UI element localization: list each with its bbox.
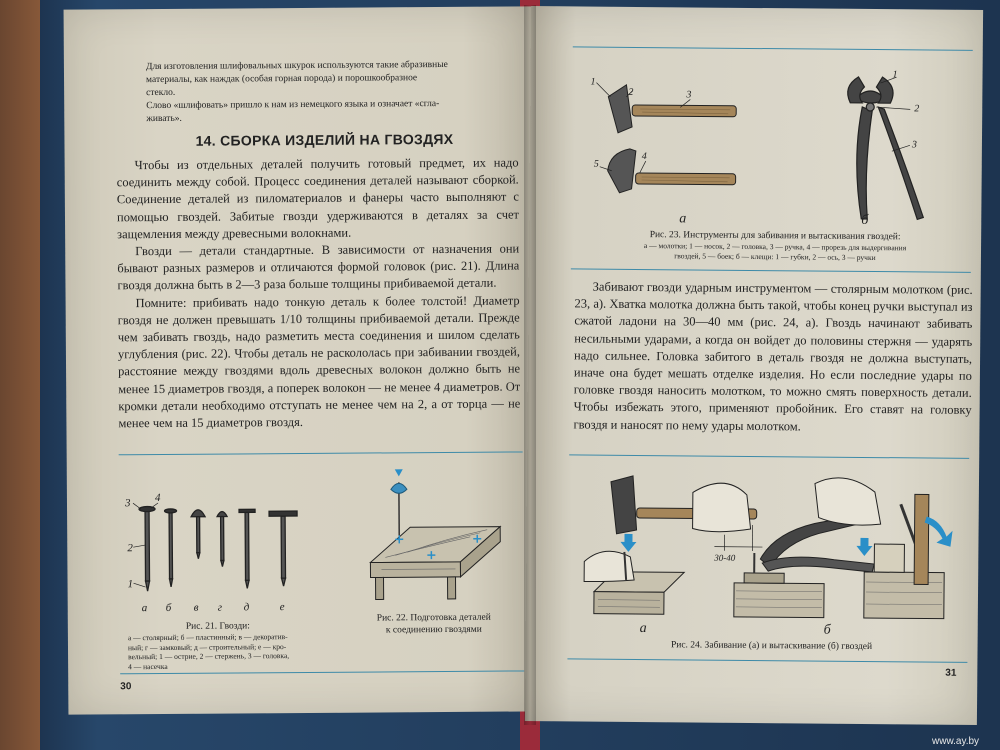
fig23-label: 1: [590, 76, 596, 88]
intro-note: [146, 58, 516, 126]
fig21-caption: [128, 620, 308, 671]
fig24-letter: а: [639, 621, 647, 637]
fig21-letter: д: [243, 601, 250, 614]
fig23-caption-line: а — молотки; 1 — носок, 2 — головка, 3 — ручка, 4 — прорезь для выдергивания: [643, 241, 907, 253]
fig24-measure: 30-40: [714, 552, 736, 563]
right-page: [525, 6, 983, 725]
fig23-label: 2: [628, 86, 634, 98]
fig23-letter: б: [861, 212, 869, 228]
rule-bottom-right: [567, 658, 967, 662]
fig21-nails-illustration: [121, 478, 322, 619]
paragraph: Помните: прибивать надо тонкую деталь к более толстой! Диаметр гвоздя не должен превышать 1/10 толщины прибиваемой детали. Прежде чем забивать гвоздь, надо разметить места соединения и шилом сделать углубления (рис. 22). Чтобы деталь не раскололась при забивании гвоздей, расстояние между гвоздями вдоль древесных волокон должно быть не менее 15 диаметров гвоздя, а поперек волокон — не менее 4 диаметров. От кромки детали необходимо отступать не менее чем на 2, а от торца — не менее чем на 15 диаметров гвоздя.: [117, 293, 521, 431]
fig24-letter: б: [823, 622, 831, 638]
fig21-caption-line: ный; г — замковый; д — строительный; е — кро-: [127, 641, 287, 652]
page-number-left: 30: [120, 681, 132, 693]
left-body-text: [117, 154, 521, 432]
rule-top-figures: [119, 451, 523, 455]
fig22-caption: [354, 612, 514, 637]
fig21-number: 2: [127, 542, 133, 555]
page-number-right: 31: [945, 667, 957, 679]
fig21-letter: е: [279, 601, 285, 614]
left-page: [64, 6, 539, 714]
fig21-number: 4: [154, 491, 161, 505]
fig21-letter: в: [193, 601, 199, 614]
paragraph: Гвозди — детали стандартные. В зависимости от назначения они бывают разных размеров и отличаются формой головок (рис. 21). Длина гвоздя должна быть в 2—3 раза больше толщины прибиваемой детали.: [117, 241, 520, 293]
fig23-caption: [575, 228, 975, 262]
fig23-label: 5: [593, 158, 599, 170]
fig23-label: 1: [892, 69, 898, 81]
intro-line: живать».: [146, 113, 182, 125]
fig21-caption-line: а — столярный; б — пластинный; в — декоратив-: [127, 632, 288, 643]
fig21-letter: а: [141, 602, 148, 615]
fig21-caption-line: 4 — насечка: [128, 661, 168, 671]
book-gutter: [524, 5, 536, 725]
fig22-caption-line: Рис. 22. Подготовка деталей: [376, 612, 491, 624]
fig23-tools-illustration: [579, 66, 970, 229]
fig22-board-illustration: [355, 467, 506, 608]
rule-bottom: [120, 670, 524, 674]
fig23-label: 4: [641, 151, 647, 163]
paragraph: Забивают гвозди ударным инструментом — столярным молотком (рис. 23, а). Хватка молотка должна быть такой, чтобы конец ручки выступал из сжатой ладони на 30—40 мм (рис. 24, а). Гвоздь начинают забивать несильными ударами, а когда он войдет до половины стержня — ударять надо сильнее. Головка забитого в деталь гвоздя не должна выступать, иначе она будет мешать отделке изделия. Но если последние удары по головке гвоздя наносить молотком, то можно смять поверхность детали. Чтобы избежать этого, применяют пробойник. Его ставят на головку гвоздя и наносят по нему удары молотком.: [573, 279, 973, 434]
fig22-caption-line: к соединению гвоздями: [385, 624, 482, 636]
intro-line: Слово «шлифовать» пришло к нам из немецкого языка и означает «сгла-: [146, 99, 440, 112]
intro-line: материалы, как наждак (особая горная порода) и порошкообразное: [146, 73, 418, 86]
watermark: www.ay.by: [932, 736, 980, 747]
fig21-number: 1: [127, 578, 134, 591]
rule-top: [573, 46, 973, 50]
section-heading: 14. СБОРКА ИЗДЕЛИЙ НА ГВОЗДЯХ: [195, 130, 454, 149]
fig21-number: 3: [124, 497, 131, 510]
fig21-caption-line: вельный; 1 — острие, 2 — стержень, 3 — головка,: [128, 651, 290, 662]
fig21-letter: б: [165, 601, 172, 614]
right-body-text: [573, 278, 972, 436]
table-edge: [0, 0, 44, 750]
rule-figure24-top: [569, 454, 969, 458]
intro-line: стекло.: [146, 87, 176, 99]
fig21-caption-title: Рис. 21. Гвозди:: [185, 621, 250, 632]
intro-line: Для изготовления шлифовальных шкурок используются такие абразивные: [145, 59, 448, 73]
paragraph: Чтобы из отдельных деталей получить готовый предмет, их надо соединить между собой. Процесс соединения деталей называют сборкой. Соединение деталей из пиломатериалов и фанеры часто выполняют с помощью гвоздей. Забитые гвозди удерживаются в деталях за счет защемления между древесными волокнами.: [116, 155, 520, 242]
rule-mid: [571, 268, 971, 272]
fig23-caption-line: гвоздей, 5 — боек; б — клещи: 1 — губки, 2 — ось, 3 — ручки: [674, 250, 876, 262]
fig21-letter: г: [217, 601, 223, 614]
fig23-label: 3: [911, 139, 917, 151]
fig23-label: 3: [686, 89, 692, 101]
fig23-caption-title: Рис. 23. Инструменты для забивания и вытаскивания гвоздей:: [649, 230, 901, 243]
fig24-caption: Рис. 24. Забивание (а) и вытаскивание (б) гвоздей: [670, 640, 873, 653]
fig23-label: 2: [914, 103, 920, 115]
fig23-letter: а: [679, 211, 687, 227]
fig24-hammering-illustration: [574, 461, 976, 639]
